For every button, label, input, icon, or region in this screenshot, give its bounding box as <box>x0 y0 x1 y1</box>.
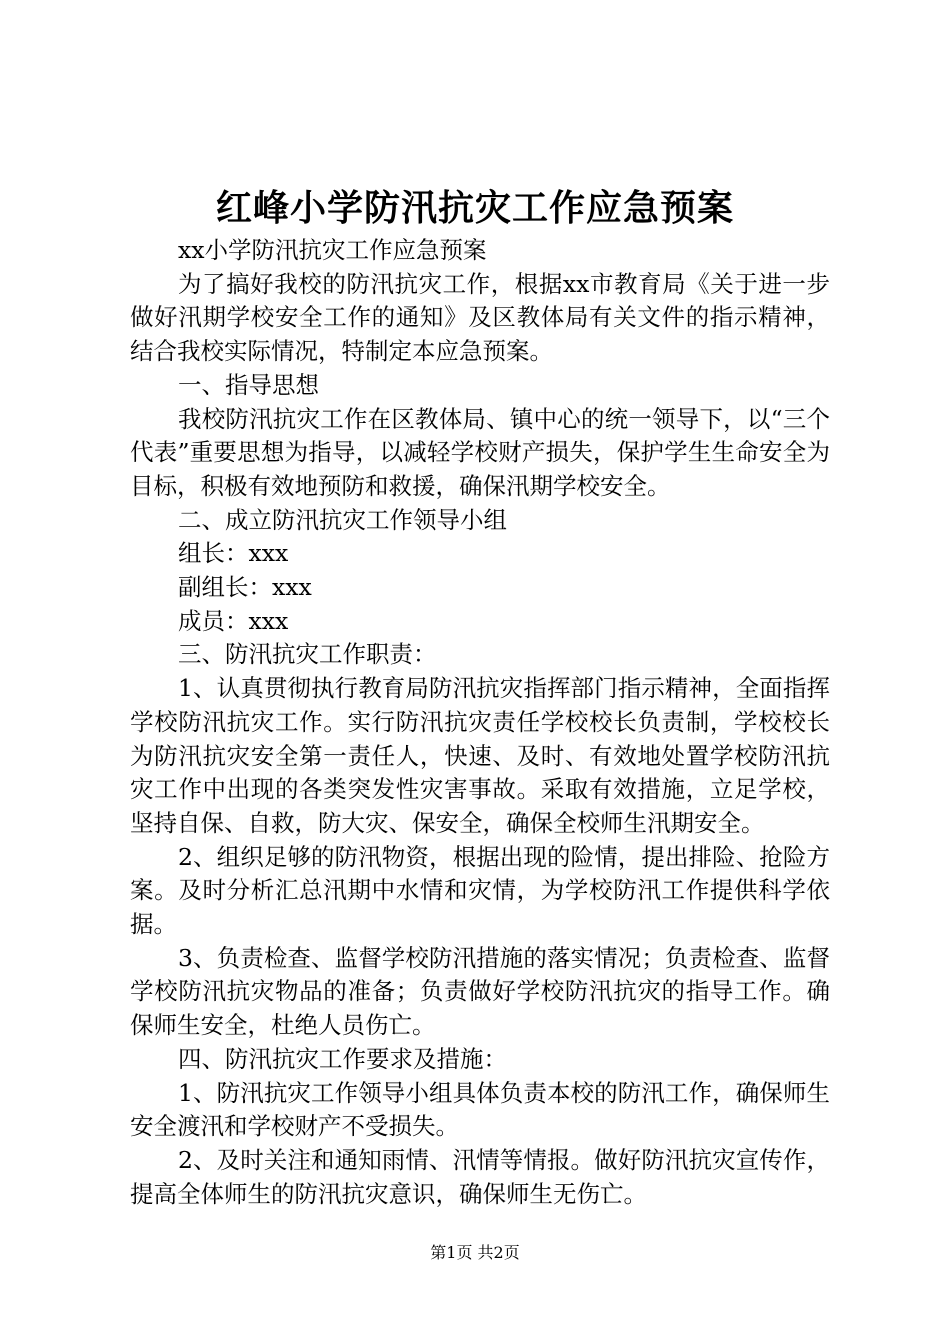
intro-paragraph: 为了搞好我校的防汛抗灾工作，根据xx市教育局《关于进一步做好汛期学校安全工作的通知》及区教体局有关文件的指示精神，结合我校实际情况，特制定本应急预案。 <box>130 269 830 366</box>
duty-item-3: 3、负责检查、监督学校防汛措施的落实情况；负责检查、监督学校防汛抗灾物品的准备；负责做好学校防汛抗灾的指导工作。确保师生安全，杜绝人员伤亡。 <box>130 943 830 1040</box>
document-body <box>130 234 830 1211</box>
deputy-leader-line: 副组长：xxx <box>178 573 312 602</box>
subtitle-line: xx小学防汛抗灾工作应急预案 <box>178 236 487 264</box>
requirement-item-2: 2、及时关注和通知雨情、汛情等情报。做好防汛抗灾宣传作，提高全体师生的防汛抗灾意识，确保师生无伤亡。 <box>130 1145 830 1208</box>
duty-item-2: 2、组织足够的防汛物资，根据出现的险情，提出排险、抢险方案。及时分析汇总汛期中水情和灾情，为学校防汛工作提供科学依据。 <box>130 842 830 939</box>
section-heading-duties: 三、防汛抗灾工作职责： <box>178 640 437 669</box>
section-heading-guiding-thought: 一、指导思想 <box>178 370 319 399</box>
section-heading-requirements: 四、防汛抗灾工作要求及措施： <box>178 1044 507 1073</box>
requirement-item-1: 1、防汛抗灾工作领导小组具体负责本校的防汛工作，确保师生安全渡汛和学校财产不受损失。 <box>130 1078 830 1141</box>
members-line: 成员：xxx <box>178 606 289 635</box>
duty-item-1: 1、认真贯彻执行教育局防汛抗灾指挥部门指示精神，全面指挥学校防汛抗灾工作。实行防汛抗灾责任学校校长负责制，学校校长为防汛抗灾安全第一责任人，快速、及时、有效地处置学校防汛抗灾工作中出现的各类突发性灾害事故。采取有效措施，立足学校，坚持自保、自救，防大灾、保安全，确保全校师生汛期安全。 <box>130 674 830 837</box>
page-footer: 第1页 共2页 <box>430 1243 520 1262</box>
document-title: 红峰小学防汛抗灾工作应急预案 <box>215 187 734 229</box>
guiding-thought-paragraph: 我校防汛抗灾工作在区教体局、镇中心的统一领导下，以“三个代表”重要思想为指导，以减轻学校财产损失，保护学生生命安全为目标，积极有效地预防和救援，确保汛期学校安全。 <box>130 404 830 500</box>
section-heading-leadership-group: 二、成立防汛抗灾工作领导小组 <box>178 505 507 534</box>
group-leader-line: 组长：xxx <box>178 539 289 568</box>
